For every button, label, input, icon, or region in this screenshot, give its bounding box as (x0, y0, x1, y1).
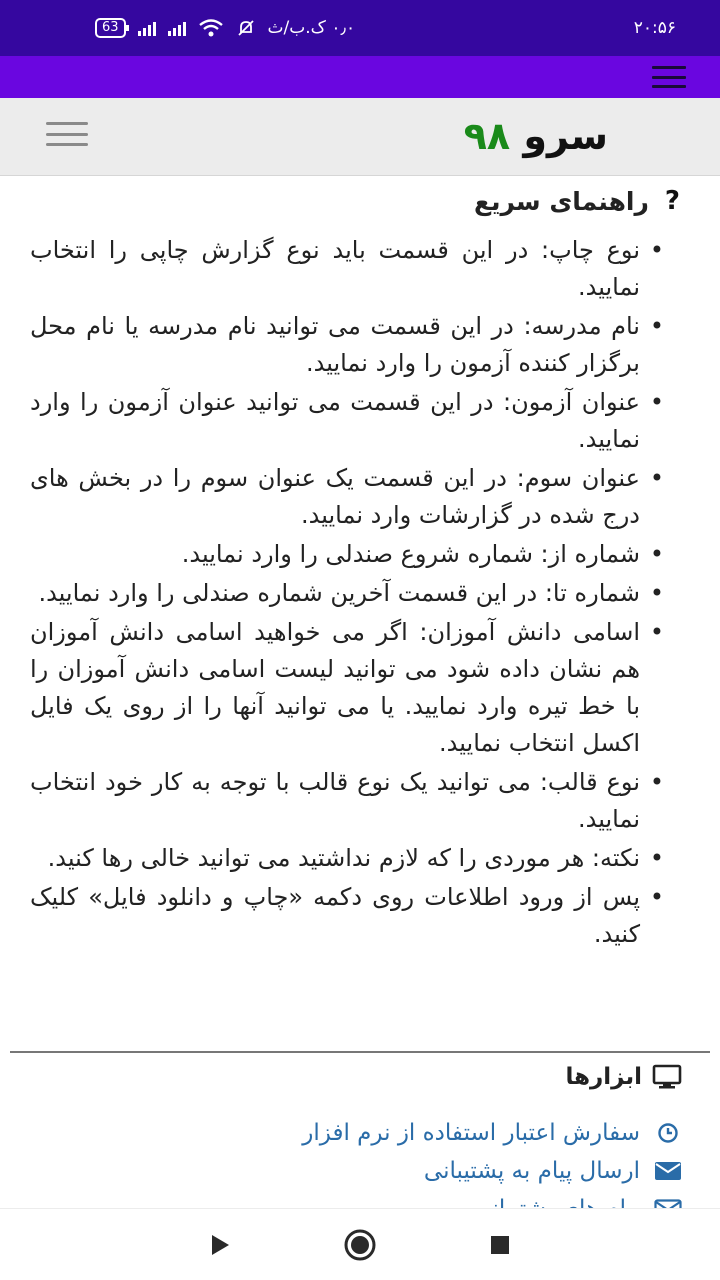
status-bar (0, 0, 720, 56)
tools-title: ابزارها (565, 1064, 642, 1090)
question-icon: ? (664, 186, 680, 216)
signal-icon (138, 20, 156, 36)
site-logo[interactable] (464, 114, 608, 158)
recents-button[interactable] (475, 1220, 525, 1270)
guide-title: راهنمای سریع (474, 186, 649, 216)
play-back-icon (209, 1233, 231, 1257)
back-button[interactable] (195, 1220, 245, 1270)
send-support-message-label: ارسال پیام به پشتیبانی (423, 1158, 640, 1184)
guide-item: • عنوان سوم: در این قسمت یک عنوان سوم را در بخش های درج شده در گزارشات وارد نمایید. (30, 460, 640, 534)
menu-line (652, 85, 686, 88)
app-bar (0, 56, 720, 98)
logo-number: ۹۸ (463, 114, 511, 158)
guide-heading (474, 186, 680, 216)
site-header (0, 98, 720, 176)
guide-list (30, 232, 640, 955)
guide-item: • نوع چاپ: در این قسمت باید نوع گزارش چاپی را انتخاب نمایید. (30, 232, 640, 306)
guide-item: • شماره تا: در این قسمت آخرین شماره صندلی را وارد نمایید. (30, 575, 640, 612)
tools-heading (565, 1064, 682, 1090)
menu-line (46, 122, 88, 125)
system-nav-bar (0, 1208, 720, 1280)
guide-item: • نکته: هر موردی را که لازم نداشتید می توانید خالی رها کنید. (30, 840, 640, 877)
section-divider (10, 1051, 710, 1053)
guide-item: • شماره از: شماره شروع صندلی را وارد نمایید. (30, 536, 640, 573)
monitor-icon (652, 1064, 682, 1090)
logo-word: سرو (523, 114, 608, 158)
wifi-icon (198, 18, 224, 38)
menu-line (46, 133, 88, 136)
home-button[interactable] (335, 1220, 385, 1270)
guide-item: • نام مدرسه: در این قسمت می توانید نام مدرسه یا نام محل برگزار کننده آزمون را وارد نمایید. (30, 308, 640, 382)
guide-item: • نوع قالب: می توانید یک نوع قالب با توجه به کار خود انتخاب نمایید. (30, 764, 640, 838)
guide-item: • عنوان آزمون: در این قسمت می توانید عنوان آزمون را وارد نمایید. (30, 384, 640, 458)
menu-line (46, 143, 88, 146)
square-icon (489, 1234, 511, 1256)
app-menu-button[interactable] (652, 66, 686, 88)
clock: ۲۰:۵۶ (633, 18, 676, 38)
envelope-icon (654, 1161, 682, 1181)
menu-line (652, 66, 686, 69)
bell-off-icon (236, 18, 256, 38)
guide-item: • پس از ورود اطلاعات روی دکمه «چاپ و دانلود فایل» کلیک کنید. (30, 879, 640, 953)
clock-icon (654, 1122, 682, 1144)
order-credit-label: سفارش اعتبار استفاده از نرم افزار (302, 1120, 640, 1146)
guide-item: • اسامی دانش آموزان: اگر می خواهید اسامی دانش آموزان هم نشان داده شود می توانید لیست اسامی دانش آموزان را با خط تیره وارد نمایید. یا می توانید آنها را از روی یک فایل اکسل انتخاب نمایید. (30, 614, 640, 762)
menu-line (652, 76, 686, 79)
signal-icon-2 (168, 20, 186, 36)
send-support-message-link[interactable] (302, 1152, 682, 1190)
network-speed: ۰٫۰ ک.ب/ث (267, 18, 356, 38)
status-icons (95, 18, 355, 38)
battery-icon: 63 (95, 18, 126, 38)
home-circle-icon (343, 1228, 377, 1262)
site-menu-button[interactable] (46, 122, 88, 146)
order-credit-link[interactable] (302, 1114, 682, 1152)
